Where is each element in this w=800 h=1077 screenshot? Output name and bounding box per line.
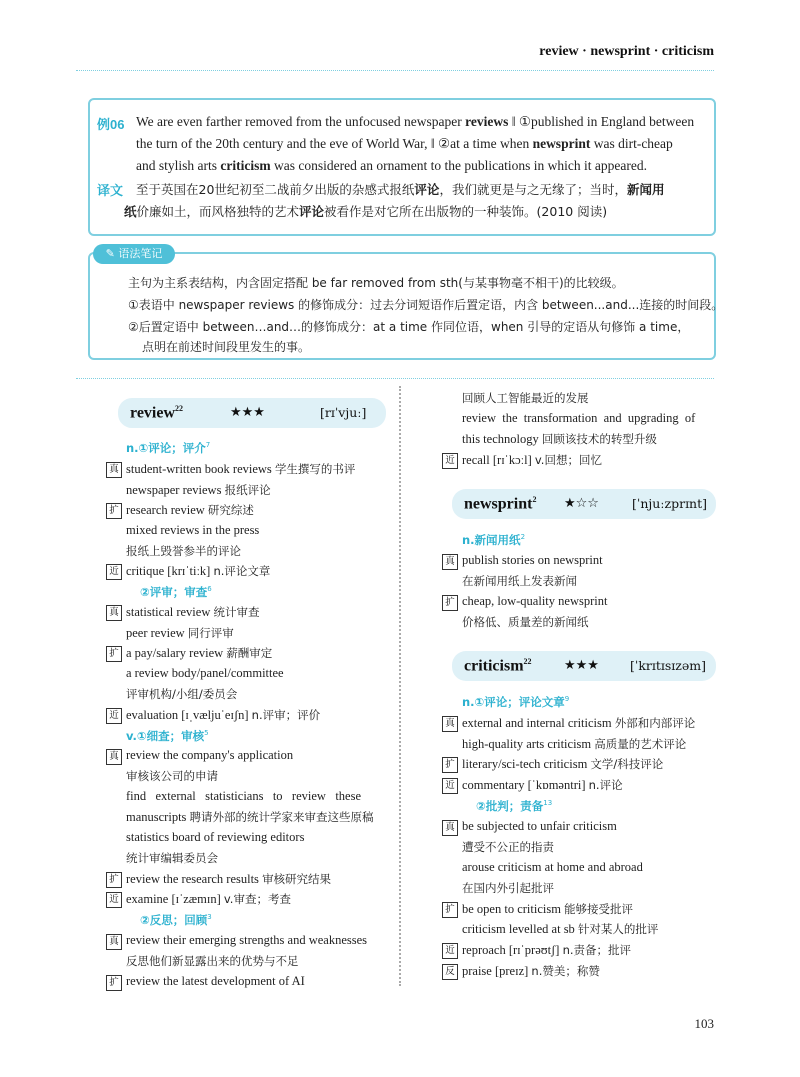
entry: student-written book reviews 学生撰写的书评 <box>126 462 356 476</box>
entry: review the company's application <box>126 748 294 762</box>
entry: be open to criticism 能够接受批评 <box>462 902 634 916</box>
marker-kuo: 扩 <box>106 872 122 888</box>
marker-jin: 近 <box>106 708 122 724</box>
marker-kuo: 扩 <box>106 646 122 662</box>
entry: newspaper reviews 报纸评论 <box>126 483 271 497</box>
entry: cheap, low-quality newsprint <box>462 594 608 608</box>
example-label: 例06 <box>97 117 125 132</box>
entry: review their emerging strengths and weaknesses <box>126 933 368 947</box>
headword-box-criticism <box>452 651 716 681</box>
pen-icon: ✎ <box>105 247 119 260</box>
entry: research review 研究综述 <box>126 503 254 517</box>
marker-zhen: 真 <box>106 934 122 950</box>
entry: 统计审编辑委员会 <box>126 851 218 865</box>
marker-jin: 近 <box>442 943 458 959</box>
entry: praise [preɪz] n.赞美；称赞 <box>462 964 600 978</box>
entry: external and internal criticism 外部和内部评论 <box>462 716 696 730</box>
headword: criticism$^{22}$ <box>464 657 532 675</box>
entry: publish stories on newsprint <box>462 553 603 567</box>
entry: statistics board of reviewing editors <box>126 830 305 844</box>
entry: 评审机构/小组/委员会 <box>126 687 238 701</box>
headword-box-newsprint <box>452 489 716 519</box>
marker-kuo: 扩 <box>106 503 122 519</box>
headword: review$^{22}$ <box>130 404 184 422</box>
pronunciation: [ˈnjuːzprɪnt] <box>632 496 708 511</box>
entry: mixed reviews in the press <box>126 523 260 537</box>
pronunciation: [ˈkrɪtɪsɪzəm] <box>630 658 707 673</box>
entry: recall [rɪˈkɔːl] v.回想；回忆 <box>462 453 602 467</box>
entry: 反思他们新显露出来的优势与不足 <box>126 954 299 968</box>
entry: 在国内外引起批评 <box>462 881 554 895</box>
entry: 在新闻用纸上发表新闻 <box>462 574 577 588</box>
pronunciation: [rɪˈvjuː] <box>320 405 367 420</box>
translation-label: 译文 <box>97 183 124 198</box>
translation-line-2: 纸价廉如土，而风格独特的艺术评论被看作是对它所在出版物的一种装饰。(2010 阅读) <box>124 204 608 219</box>
example-line-2: the turn of the 20th century and the eve of World War, ‖ ②at a time when newsprint was dirt-cheap <box>136 136 673 151</box>
entry: literary/sci-tech criticism 文学/科技评论 <box>462 757 664 771</box>
grammar-line: 主句为主系表结构，内含固定搭配 be far removed from sth(与某事物毫不相干)的比较级。 <box>128 276 624 290</box>
entry: 审核该公司的申请 <box>126 769 218 783</box>
frequency-stars: ★★★ <box>230 405 265 420</box>
sense-heading: n.新闻用纸$^2$ <box>462 533 526 547</box>
entry: be subjected to unfair criticism <box>462 819 617 833</box>
grammar-line: 点明在前述时间段里发生的事。 <box>142 340 311 354</box>
sense-heading: ②批判；责备$^{13}$ <box>476 799 553 813</box>
sense-heading: v.①细查；审核$^5$ <box>126 729 209 743</box>
column-divider <box>399 386 401 986</box>
entry: 回顾人工智能最近的发展 <box>462 391 589 405</box>
entry: review the transformation and upgrading of <box>462 411 696 425</box>
frequency-stars: ★☆☆ <box>564 496 599 511</box>
marker-kuo: 扩 <box>442 902 458 918</box>
entry: 遭受不公正的指责 <box>462 840 554 854</box>
sense-heading: n.①评论；评论文章$^9$ <box>462 695 570 709</box>
marker-jin: 近 <box>106 892 122 908</box>
marker-zhen: 真 <box>442 716 458 732</box>
running-header: review · newsprint · criticism <box>539 44 714 59</box>
entry: arouse criticism at home and abroad <box>462 860 643 874</box>
marker-zhen: 真 <box>442 820 458 836</box>
entry: criticism levelled at sb 针对某人的批评 <box>462 922 659 936</box>
entry: this technology 回顾该技术的转型升级 <box>462 432 657 446</box>
entry: statistical review 统计审查 <box>126 605 260 619</box>
entry: 价格低、质量差的新闻纸 <box>462 615 589 629</box>
marker-kuo: 扩 <box>106 975 122 991</box>
headword-box-review <box>118 398 386 428</box>
grammar-line: ①表语中 newspaper reviews 的修饰成分：过去分词短语作后置定语，内含 between...and...连接的时间段。 <box>128 298 724 312</box>
entry: review the latest development of AI <box>126 974 305 988</box>
example-line-1: We are even farther removed from the unfocused newspaper reviews ‖ ①published in England between <box>136 114 695 129</box>
marker-zhen: 真 <box>106 749 122 765</box>
entry: manuscripts 聘请外部的统计学家来审查这些原稿 <box>126 810 374 824</box>
entry: commentary [ˈkɒməntri] n.评论 <box>462 778 623 792</box>
translation-line-1: 至于英国在20世纪初至二战前夕出版的杂感式报纸评论，我们就更是与之无缘了；当时，新闻用 <box>136 182 665 197</box>
headword: newsprint$^2$ <box>464 495 537 513</box>
marker-jin: 近 <box>106 564 122 580</box>
section-divider <box>76 378 714 379</box>
header-divider <box>76 70 714 71</box>
entry: a review body/panel/committee <box>126 666 284 680</box>
marker-zhen: 真 <box>106 462 122 478</box>
marker-kuo: 扩 <box>442 595 458 611</box>
entry: evaluation [ɪˌvæljuˈeɪʃn] n.评审；评价 <box>126 708 321 722</box>
entry: reproach [rɪˈprəʊtʃ] n.责备；批评 <box>462 943 632 957</box>
sense-heading: ②反思；回顾$^3$ <box>140 913 212 927</box>
page-number: 103 <box>694 1016 714 1031</box>
entry: critique [krɪˈtiːk] n.评论文章 <box>126 564 271 578</box>
marker-jin: 近 <box>442 453 458 469</box>
marker-zhen: 真 <box>106 605 122 621</box>
sense-heading: ②评审；审查$^6$ <box>140 585 212 599</box>
entry: 报纸上毁誉参半的评论 <box>126 544 241 558</box>
marker-fan: 反 <box>442 964 458 980</box>
entry: high-quality arts criticism 高质量的艺术评论 <box>462 737 687 751</box>
entry: find external statisticians to review these <box>126 789 362 803</box>
frequency-stars: ★★★ <box>564 658 599 673</box>
marker-kuo: 扩 <box>442 757 458 773</box>
entry: review the research results 审核研究结果 <box>126 872 332 886</box>
marker-jin: 近 <box>442 778 458 794</box>
marker-zhen: 真 <box>442 554 458 570</box>
sense-heading: n.①评论；评介$^7$ <box>126 441 211 455</box>
grammar-tag: ✎ 语法笔记 <box>93 244 175 264</box>
grammar-line: ②后置定语中 between…and…的修饰成分：at a time 作同位语，when 引导的定语从句修饰 a time， <box>128 320 690 334</box>
example-line-3: and stylish arts criticism was considered an ornament to the publications in which it appeared. <box>136 158 647 173</box>
entry: examine [ɪˈzæmɪn] v.审查；考查 <box>126 892 291 906</box>
entry: peer review 同行评审 <box>126 626 234 640</box>
entry: a pay/salary review 薪酬审定 <box>126 646 273 660</box>
